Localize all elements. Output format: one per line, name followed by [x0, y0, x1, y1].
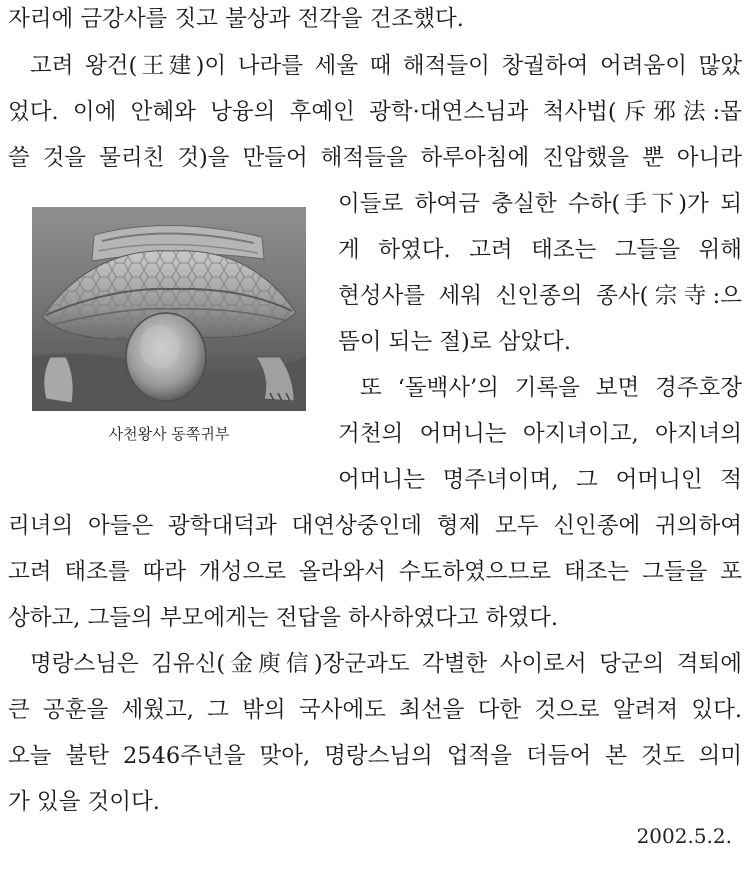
- text-line: 었다. 이에 안혜와 낭융의 후예인 광학·대연스님과 척사법(斥邪法:몹: [8, 99, 742, 125]
- text-line: 어머니는 명주녀이며, 그 어머니인 적: [338, 467, 742, 493]
- text-line: 큰 공훈을 세웠고, 그 밖의 국사에도 최선을 다한 것으로 알려져 있다.: [8, 697, 742, 723]
- text-line: 거천의 어머니는 아지녀이고, 아지녀의: [338, 421, 742, 447]
- stone-turtle-photo: [32, 207, 306, 411]
- publication-date: 2002.5.2.: [636, 824, 732, 848]
- text-line: 고려 태조를 따라 개성으로 올라와서 수도하였으므로 태조는 그들을 포: [8, 559, 742, 585]
- text-line: 쓸 것을 물리친 것)을 만들어 해적들을 하루아침에 진압했을 뿐 아니라: [8, 145, 742, 171]
- text-line: 또 ‘돌백사’의 기록을 보면 경주호장: [360, 375, 742, 401]
- text-line: 고려 왕건(王建)이 나라를 세울 때 해적들이 창궐하여 어려움이 많았: [30, 53, 742, 79]
- text-line: 게 하였다. 고려 태조는 그들을 위해: [338, 237, 742, 263]
- text-line: 가 있을 것이다.: [8, 789, 160, 815]
- text-line: 리녀의 아들은 광학대덕과 대연상중인데 형제 모두 신인종에 귀의하여: [8, 513, 742, 539]
- text-line: 현성사를 세워 신인종의 종사(宗寺:으: [338, 283, 742, 309]
- text-line: 이들로 하여금 충실한 수하(手下)가 되: [338, 191, 742, 217]
- text-line: 오늘 불탄 2546주년을 맞아, 명랑스님의 업적을 더듬어 본 것도 의미: [8, 743, 742, 769]
- text-line: 자리에 금강사를 짓고 불상과 전각을 건조했다.: [8, 6, 464, 32]
- text-line: 명랑스님은 김유신(金庾信)장군과도 각별한 사이로서 당군의 격퇴에: [30, 651, 742, 677]
- text-line: 뜸이 되는 절)로 삼았다.: [338, 329, 572, 355]
- text-line: 상하고, 그들의 부모에게는 전답을 하사하였다고 하였다.: [8, 605, 558, 631]
- figure-caption: 사천왕사 동쪽귀부: [108, 425, 230, 443]
